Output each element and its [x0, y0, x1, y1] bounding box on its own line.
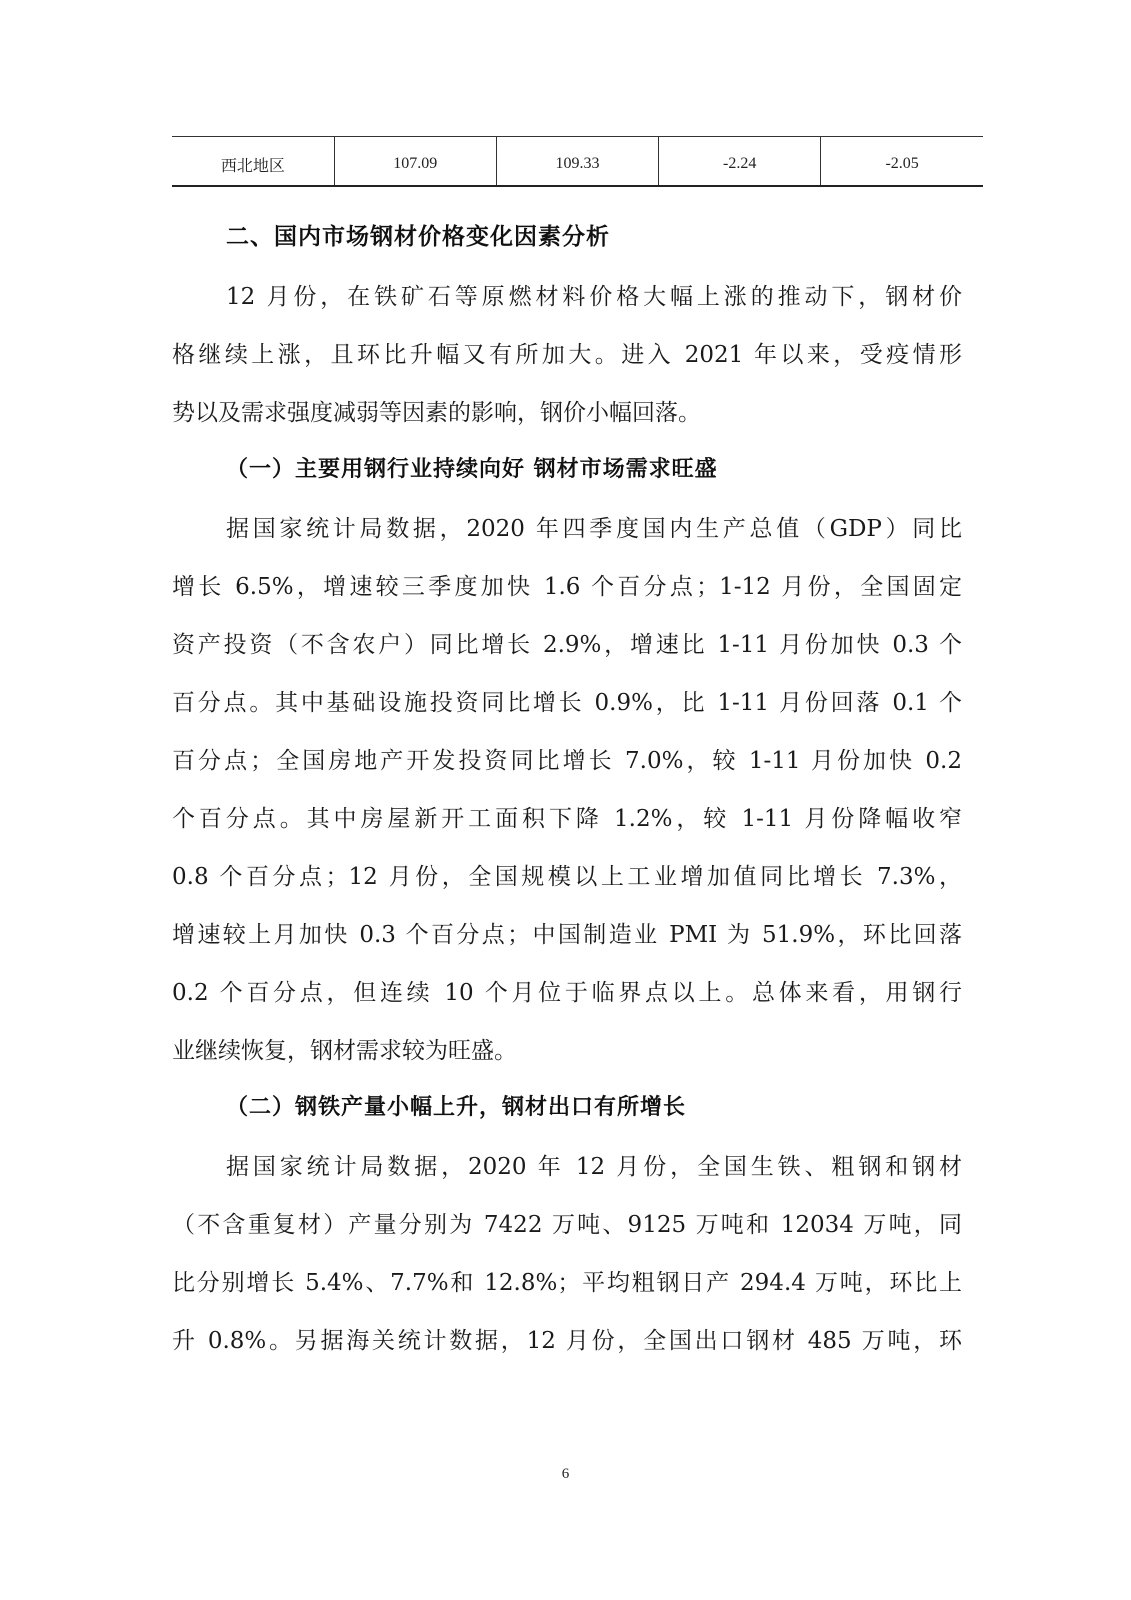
paragraph-line: 据国家统计局数据，2020 年 12 月份，全国生铁、粗钢和钢材 [226, 1154, 962, 1180]
table-row [172, 137, 983, 187]
paragraph-line: 业继续恢复，钢材需求较为旺盛。 [172, 1038, 517, 1064]
paragraph-line: 0.8 个百分点；12 月份，全国规模以上工业增加值同比增长 7.3%， [172, 864, 962, 890]
paragraph-line: 增速较上月加快 0.3 个百分点；中国制造业 PMI 为 51.9%，环比回落 [172, 922, 962, 948]
subsection-heading: （一）主要用钢行业持续向好 钢材市场需求旺盛 [226, 456, 718, 482]
paragraph-line: 百分点。其中基础设施投资同比增长 0.9%，比 1-11 月份回落 0.1 个 [172, 690, 962, 716]
paragraph-line: 0.2 个百分点，但连续 10 个月位于临界点以上。总体来看，用钢行 [172, 980, 962, 1006]
section-heading: 二、国内市场钢材价格变化因素分析 [226, 224, 610, 250]
paragraph-line: 个百分点。其中房屋新开工面积下降 1.2%，较 1-11 月份降幅收窄 [172, 806, 962, 832]
paragraph-line: 12 月份，在铁矿石等原燃材料价格大幅上涨的推动下，钢材价 [226, 284, 962, 310]
paragraph-line: 势以及需求强度减弱等因素的影响，钢价小幅回落。 [172, 400, 701, 426]
table-cell-value: -2.24 [659, 137, 821, 187]
table-cell-region: 西北地区 [172, 137, 334, 187]
paragraph-line: 增长 6.5%，增速较三季度加快 1.6 个百分点；1-12 月份，全国固定 [172, 574, 962, 600]
subsection-heading: （二）钢铁产量小幅上升，钢材出口有所增长 [226, 1094, 687, 1120]
price-index-table [172, 136, 983, 187]
paragraph-line: 据国家统计局数据，2020 年四季度国内生产总值（GDP）同比 [226, 516, 962, 542]
paragraph-line: 比分别增长 5.4%、7.7%和 12.8%；平均粗钢日产 294.4 万吨，环比上 [172, 1270, 962, 1296]
table-cell-value: 109.33 [496, 137, 658, 187]
paragraph-line: 资产投资（不含农户）同比增长 2.9%，增速比 1-11 月份加快 0.3 个 [172, 632, 962, 658]
paragraph-line: 百分点；全国房地产开发投资同比增长 7.0%，较 1-11 月份加快 0.2 [172, 748, 962, 774]
table-cell-value: -2.05 [821, 137, 983, 187]
paragraph-line: 升 0.8%。另据海关统计数据，12 月份，全国出口钢材 485 万吨，环 [172, 1328, 962, 1354]
paragraph-line: 格继续上涨，且环比升幅又有所加大。进入 2021 年以来，受疫情形 [172, 342, 962, 368]
page-number: 6 [561, 1466, 570, 1482]
price-table [172, 136, 983, 187]
paragraph-line: （不含重复材）产量分别为 7422 万吨、9125 万吨和 12034 万吨，同 [172, 1212, 962, 1238]
table-cell-value: 107.09 [334, 137, 496, 187]
